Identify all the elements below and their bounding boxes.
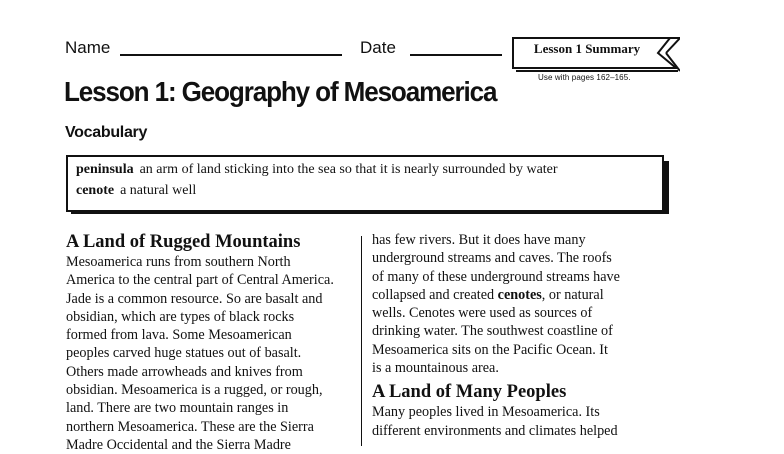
text-line: obsidian. Mesoamerica is a rugged, or rough, xyxy=(66,382,323,399)
vocabulary-entry xyxy=(76,183,196,199)
text-line: has few rivers. But it does have many xyxy=(372,232,586,248)
left-column xyxy=(66,231,356,454)
cenotes-term: cenotes xyxy=(497,286,542,303)
name-line xyxy=(120,54,342,56)
vocabulary-heading: Vocabulary xyxy=(65,124,148,141)
text-line: America to the central part of Central America. xyxy=(66,272,334,289)
vocabulary-term: peninsula xyxy=(76,162,134,177)
text-line: drinking water. The southwest coastline of xyxy=(372,323,613,340)
date-label: Date xyxy=(360,38,396,57)
text-line: northern Mesoamerica. These are the Sierra xyxy=(66,418,314,435)
text-line: Jade is a common resource. So are basalt and xyxy=(66,290,323,307)
date-line xyxy=(410,54,502,56)
text-line: is a mountainous area. xyxy=(372,360,499,377)
vocabulary-term: cenote xyxy=(76,183,115,198)
vocabulary-definition: an arm of land sticking into the sea so that it is nearly surrounded by water xyxy=(139,162,558,177)
right-column xyxy=(372,231,662,440)
text-line xyxy=(372,286,662,304)
text-line: land. There are two mountain ranges in xyxy=(66,400,289,417)
text-line: peoples carved huge statues out of basalt. xyxy=(66,345,302,362)
text-run: , or natural xyxy=(541,286,604,303)
lesson-banner xyxy=(512,35,680,73)
page-title: Lesson 1: Geography of Mesoamerica xyxy=(64,76,497,107)
vocabulary-entry xyxy=(76,162,558,178)
text-line: Others made arrowheads and knives from xyxy=(66,363,303,380)
text-line: Madre Occidental and the Sierra Madre xyxy=(66,436,291,453)
text-line: obsidian, which are types of black rocks xyxy=(66,308,295,325)
text-line: Mesoamerica runs from southern North xyxy=(66,254,291,270)
banner-text: Lesson 1 Summary xyxy=(533,41,641,56)
column-divider xyxy=(361,236,362,446)
text-line: of many of these underground streams have xyxy=(372,268,620,285)
name-label: Name xyxy=(65,38,111,57)
text-line: underground streams and caves. The roofs xyxy=(372,250,612,267)
text-run: collapsed and created xyxy=(372,286,498,303)
vocabulary-definition: a natural well xyxy=(120,183,197,198)
vocabulary-box xyxy=(66,155,664,212)
section-heading: A Land of Rugged Mountains xyxy=(66,232,301,252)
page-reference: Use with pages 162–165. xyxy=(538,73,631,82)
text-line: Many peoples lived in Mesoamerica. Its xyxy=(372,404,600,421)
text-line: wells. Cenotes were used as sources of xyxy=(372,305,593,322)
text-line: Mesoamerica sits on the Pacific Ocean. It xyxy=(372,341,608,358)
text-line: formed from lava. Some Mesoamerican xyxy=(66,327,292,344)
text-line: different environments and climates helped xyxy=(372,422,618,439)
section-heading: A Land of Many Peoples xyxy=(372,382,567,403)
